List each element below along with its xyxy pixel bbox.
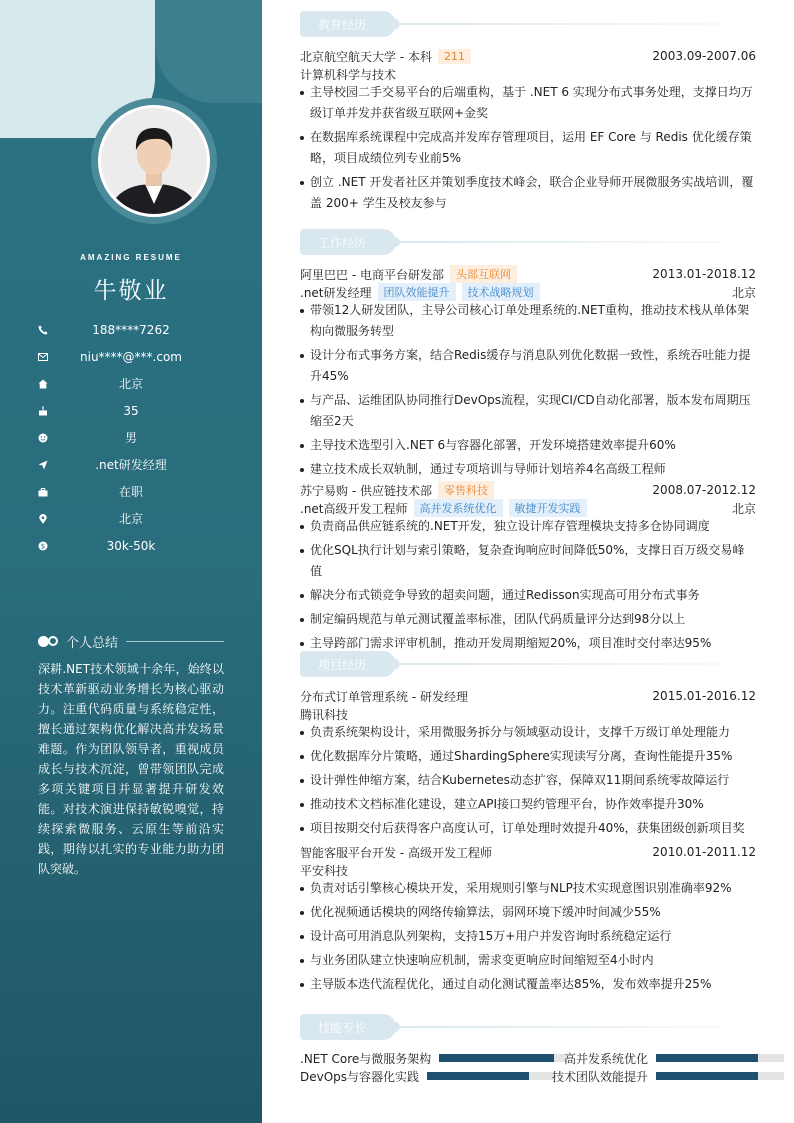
skill-name: .NET Core与微服务架构 <box>300 1051 432 1066</box>
decor-shape <box>155 0 262 103</box>
info-phone: 188****7262 <box>36 316 226 343</box>
list-item: 负责系统架构设计，采用微服务拆分与领域驱动设计，支撑千万级订单处理能力 <box>300 722 756 743</box>
section-header-education <box>300 11 720 37</box>
avatar-ring <box>91 98 217 224</box>
home-icon <box>36 377 50 391</box>
project-company-row <box>300 705 756 723</box>
job-bullets <box>300 516 756 657</box>
major: 计算机科学与技术 <box>300 67 397 82</box>
list-item: 带领12人研发团队，主导公司核心订单处理系统的.NET重构，推动技术栈从单体架构向微服务转型 <box>300 300 756 342</box>
list-item: 推动技术文档标准化建设，建立API接口契约管理平台，协作效率提升30% <box>300 794 756 815</box>
job-date: 2008.07-2012.12 <box>652 483 756 497</box>
list-item: 建立技术成长双轨制，通过专项培训与导师计划培养4名高级工程师 <box>300 459 756 480</box>
list-item: 与产品、运维团队协同推行DevOps流程，实现CI/CD自动化部署，版本发布周期压缩至2天 <box>300 390 756 432</box>
list-item: 设计高可用消息队列架构，支持15万+用户并发咨询时系统稳定运行 <box>300 926 756 947</box>
svg-text:$: $ <box>40 542 46 551</box>
info-city: 北京 <box>36 370 226 397</box>
list-item: 解决分布式锁竞争导致的超卖问题，通过Redisson实现高可用分布式事务 <box>300 585 756 606</box>
phone-icon <box>36 323 50 337</box>
education-major-row <box>300 65 756 83</box>
section-header-projects <box>300 651 720 677</box>
list-item: 设计弹性伸缩方案，结合Kubernetes动态扩容，保障双11期间系统零故障运行 <box>300 770 756 791</box>
job-role: .net研发经理 <box>300 285 372 300</box>
candidate-name: 牛敬业 <box>93 278 169 304</box>
project-name: 分布式订单管理系统 - 研发经理 <box>300 689 468 704</box>
info-gender: 男 <box>36 424 226 451</box>
skill-name: DevOps与容器化实践 <box>300 1069 420 1084</box>
list-item: 项目按期交付后获得客户高度认可，订单处理时效提升40%，获集团级创新项目奖 <box>300 818 756 839</box>
info-salary: $ 30k-50k <box>36 532 226 559</box>
project-bullets <box>300 878 756 998</box>
skill-level-bar <box>439 1054 567 1062</box>
job-role-row <box>300 283 756 301</box>
skill-name: 技术团队效能提升 <box>552 1069 649 1084</box>
section-title: 项目经历 <box>300 651 396 677</box>
job-city: 北京 <box>731 285 756 300</box>
skill-level-bar <box>427 1072 555 1080</box>
section-title: 工作经历 <box>300 229 396 255</box>
summary-header <box>38 632 224 650</box>
skill-item <box>564 1049 784 1067</box>
send-icon <box>36 458 50 472</box>
location-icon <box>36 512 50 526</box>
skill-level-bar <box>656 1072 784 1080</box>
skill-item <box>552 1067 784 1085</box>
skill-level-bar <box>656 1054 784 1062</box>
divider <box>396 241 720 243</box>
personal-info <box>36 316 226 559</box>
job-tag: 敏捷开发实践 <box>509 499 587 517</box>
section-header-work <box>300 229 720 255</box>
list-item: 设计分布式事务方案，结合Redis缓存与消息队列优化数据一致性，系统吞吐能力提升45% <box>300 345 756 387</box>
list-item: 与业务团队建立快速响应机制，需求变更响应时间缩短至4小时内 <box>300 950 756 971</box>
summary-text: 深耕.NET技术领域十余年，始终以技术革新驱动业务增长为核心驱动力。注重代码质量与系统稳定性，擅长通过架构优化解决高并发场景难题。作为团队领导者，重视成员成长与技术沉淀，曾带领团队完成多项关键项目并显著提升研发效能。对技术演进保持敏锐嗅觉，持续探索微服务、云原生等前沿实践，期待以扎实的专业能力助力团队突破。 <box>38 662 224 876</box>
school-name: 北京航空航天大学 - 本科 <box>300 49 432 64</box>
skill-level-fill <box>656 1072 758 1080</box>
project-header <box>300 687 756 705</box>
info-email: niu****@***.com <box>36 343 226 370</box>
list-item: 主导跨部门需求评审机制，推动开发周期缩短20%，项目准时交付率达95% <box>300 633 756 654</box>
info-target-city: 北京 <box>36 505 226 532</box>
divider <box>396 1026 720 1028</box>
list-item: 负责对话引擎核心模块开发，采用规则引擎与NLP技术实现意图识别准确率92% <box>300 878 756 899</box>
project-company-row <box>300 861 756 879</box>
list-item: 优化视频通话模块的网络传输算法，弱网环境下缓冲时间减少55% <box>300 902 756 923</box>
job-tag: 技术战略规划 <box>462 283 540 301</box>
skill-row <box>300 1049 794 1067</box>
list-item: 主导校园二手交易平台的后端重构，基于 .NET 6 实现分布式事务处理，支撑日均万级订单并发并获省级互联网+金奖 <box>300 82 756 124</box>
job-city: 北京 <box>731 501 756 516</box>
divider <box>396 23 720 25</box>
job-tag: 高并发系统优化 <box>414 499 503 517</box>
project-bullets <box>300 722 756 842</box>
skill-row <box>300 1067 794 1085</box>
list-item: 优化SQL执行计划与索引策略，复杂查询响应时间降低50%，支撑日百万级交易峰值 <box>300 540 756 582</box>
summary-dots-icon <box>38 635 60 647</box>
sidebar <box>0 0 262 1123</box>
section-title: 技能专长 <box>300 1014 396 1040</box>
resume-tagline: AMAZING RESUME <box>80 253 182 262</box>
project-header <box>300 843 756 861</box>
education-header <box>300 47 756 65</box>
avatar <box>98 105 210 217</box>
info-age: 35 <box>36 397 226 424</box>
job-header <box>300 481 756 499</box>
job-role-row <box>300 499 756 517</box>
project-company: 腾讯科技 <box>300 707 349 722</box>
info-status: 在职 <box>36 478 226 505</box>
salary-icon <box>36 539 50 553</box>
list-item: 在数据库系统课程中完成高并发库存管理项目，运用 EF Core 与 Redis 优化缓存策略，项目成绩位列专业前5% <box>300 127 756 169</box>
education-date: 2003.09-2007.06 <box>652 49 756 63</box>
section-title: 教育经历 <box>300 11 396 37</box>
briefcase-icon <box>36 485 50 499</box>
info-position: .net研发经理 <box>36 451 226 478</box>
job-date: 2013.01-2018.12 <box>652 267 756 281</box>
job-header <box>300 265 756 283</box>
job-role: .net高级开发工程师 <box>300 501 408 516</box>
list-item: 创立 .NET 开发者社区并策划季度技术峰会，联合企业导师开展微服务实战培训，覆盖 200+ 学生及校友参与 <box>300 172 756 214</box>
school-badge: 211 <box>438 49 471 64</box>
skill-item <box>300 1049 567 1067</box>
section-header-skills <box>300 1014 720 1040</box>
project-name: 智能客服平台开发 - 高级开发工程师 <box>300 845 492 860</box>
company-name: 苏宁易购 - 供应链技术部 <box>300 483 432 498</box>
job-tag: 团队效能提升 <box>378 283 456 301</box>
job-bullets <box>300 300 756 483</box>
company-badge: 零售科技 <box>438 481 494 499</box>
project-date: 2015.01-2016.12 <box>652 689 756 703</box>
cake-icon <box>36 404 50 418</box>
list-item: 优化数据库分片策略，通过ShardingSphere实现读写分离，查询性能提升35% <box>300 746 756 767</box>
list-item: 制定编码规范与单元测试覆盖率标准，团队代码质量评分达到98分以上 <box>300 609 756 630</box>
gender-icon <box>36 431 50 445</box>
project-date: 2010.01-2011.12 <box>652 845 756 859</box>
divider <box>396 663 720 665</box>
list-item: 主导技术选型引入.NET 6与容器化部署，开发环境搭建效率提升60% <box>300 435 756 456</box>
company-badge: 头部互联网 <box>450 265 517 283</box>
email-icon <box>36 350 50 364</box>
skill-level-fill <box>427 1072 529 1080</box>
skill-item <box>300 1067 555 1085</box>
education-bullets <box>300 82 756 217</box>
list-item: 主导版本迭代流程优化，通过自动化测试覆盖率达85%，发布效率提升25% <box>300 974 756 995</box>
skill-name: 高并发系统优化 <box>564 1051 649 1066</box>
list-item: 负责商品供应链系统的.NET开发，独立设计库存管理模块支持多仓协同调度 <box>300 516 756 537</box>
skill-level-fill <box>439 1054 554 1062</box>
divider <box>126 641 224 642</box>
skill-level-fill <box>656 1054 758 1062</box>
company-name: 阿里巴巴 - 电商平台研发部 <box>300 267 444 282</box>
project-company: 平安科技 <box>300 863 349 878</box>
summary-title: 个人总结 <box>66 635 119 651</box>
